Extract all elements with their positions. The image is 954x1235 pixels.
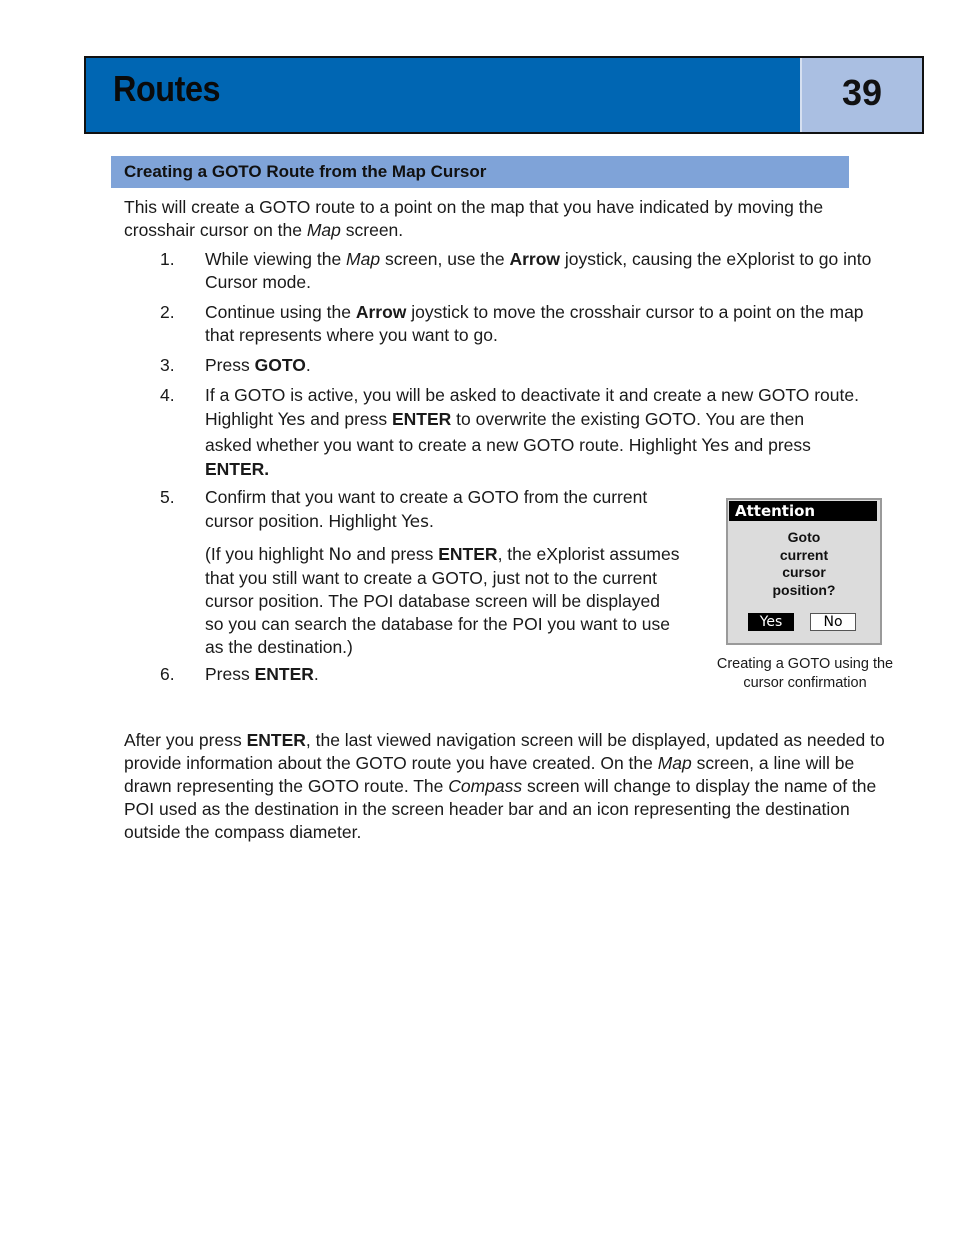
step-text: Confirm that you want to create a GOTO from the current cursor position. Highlight Yes. (If you highlight No and press ENTER, the eXplorist assumes that you still want to create a GOTO, just not to the current cursor position. The POI database screen will be displayed so you can search the database for the POI you want to use as the destination.) <box>205 487 680 657</box>
dialog-message: Goto current cursor position? <box>772 529 836 598</box>
dialog-title: Attention <box>729 501 877 521</box>
step-text: If a GOTO is active, you will be asked to deactivate it and create a new GOTO route. Highlight Yes and press ENTER to overwrite the existing GOTO. You are then asked whether you want to create a new GOTO route. Highlight Yes and press ENTER. <box>205 385 859 479</box>
page-header <box>84 56 924 134</box>
step-text: Press GOTO. <box>205 355 311 375</box>
step-number: 1. <box>160 249 175 269</box>
attention-dialog-screenshot <box>726 498 882 645</box>
step-text: Continue using the Arrow joystick to move the crosshair cursor to a point on the map that represents where you want to go. <box>205 302 864 345</box>
step-number: 5. <box>160 487 175 507</box>
after-paragraph: After you press ENTER, the last viewed navigation screen will be displayed, updated as needed to provide information about the GOTO route you have created. On the Map screen, a line will be drawn representing the GOTO route. The Compass screen will change to display the name of the POI used as the destination in the screen header bar and an icon representing the destination outside the compass diameter. <box>124 730 885 842</box>
figure-caption: Creating a GOTO using the cursor confirmation <box>716 656 894 691</box>
step-text: While viewing the Map screen, use the Arrow joystick, causing the eXplorist to go into Cursor mode. <box>205 249 872 292</box>
page-number-box <box>800 58 922 132</box>
step-number: 2. <box>160 302 175 322</box>
step-text: Press ENTER. <box>205 664 319 684</box>
section-header <box>111 156 849 188</box>
dialog-no-button: No <box>810 613 856 631</box>
step-number: 6. <box>160 664 175 684</box>
page-number: 39 <box>841 72 883 113</box>
chapter-title: Routes <box>113 68 221 109</box>
step-number: 4. <box>160 385 175 405</box>
intro-paragraph: This will create a GOTO route to a point on the map that you have indicated by moving the crosshair cursor on the Map screen. <box>124 197 824 240</box>
dialog-yes-button: Yes <box>748 613 794 631</box>
step-number: 3. <box>160 355 175 375</box>
section-title: Creating a GOTO Route from the Map Cursor <box>124 162 487 181</box>
